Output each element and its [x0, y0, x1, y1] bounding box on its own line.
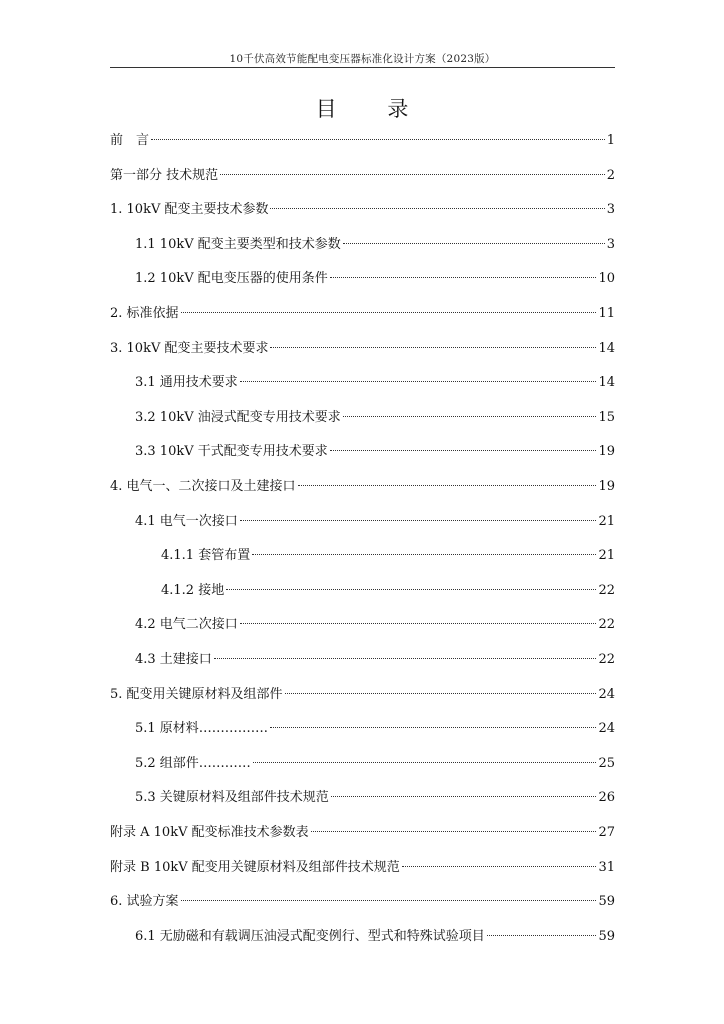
toc-entry[interactable]	[110, 614, 615, 636]
toc-entry-page-number: 24	[598, 686, 615, 702]
toc-entry[interactable]	[110, 268, 615, 290]
toc-entry-label: 3. 10kV 配变主要技术要求	[110, 340, 269, 356]
toc-entry-label: 附录 B 10kV 配变用关键原材料及组部件技术规范	[110, 859, 400, 875]
toc-entry-page-number: 14	[598, 340, 615, 356]
toc-dot-leader	[220, 174, 605, 175]
toc-entry-label: 4.3 土建接口	[135, 652, 212, 667]
toc-dot-leader	[270, 347, 596, 348]
toc-entry[interactable]	[110, 130, 615, 152]
toc-entry-label: 2. 标准依据	[110, 306, 179, 321]
toc-entry-label: 5.3 关键原材料及组部件技术规范	[135, 790, 329, 806]
toc-entry[interactable]	[110, 545, 615, 567]
toc-dot-leader	[402, 866, 597, 867]
toc-dot-leader	[285, 693, 597, 694]
toc-entry[interactable]	[110, 787, 615, 809]
toc-entry[interactable]	[110, 338, 615, 360]
toc-entry-label: 3.2 10kV 油浸式配变专用技术要求	[135, 409, 341, 425]
toc-entry-label: 5.1 原材料…………….	[135, 721, 268, 737]
toc-entry-label: 3.3 10kV 干式配变专用技术要求	[135, 444, 328, 460]
toc-entry-page-number: 1	[606, 133, 615, 148]
toc-entry-label: 6.1 无励磁和有载调压油浸式配变例行、型式和特殊试验项目	[135, 928, 485, 944]
toc-dot-leader	[343, 243, 605, 244]
toc-entry-page-number: 3	[606, 202, 615, 218]
toc-entry[interactable]	[110, 649, 615, 671]
toc-entry-page-number: 3	[606, 236, 615, 252]
toc-dot-leader	[330, 277, 597, 278]
toc-dot-leader	[253, 762, 597, 763]
toc-entry[interactable]	[110, 199, 615, 221]
toc-entry-label: 4. 电气一、二次接口及土建接口	[110, 479, 296, 494]
toc-entry[interactable]	[110, 684, 615, 706]
toc-dot-leader	[330, 450, 597, 451]
toc-entry-page-number: 22	[598, 652, 615, 667]
toc-entry-page-number: 14	[598, 375, 615, 391]
toc-dot-leader	[270, 208, 604, 209]
toc-dot-leader	[181, 900, 597, 901]
toc-dot-leader	[181, 312, 597, 313]
toc-dot-leader	[331, 796, 597, 797]
toc-entry-page-number: 19	[598, 479, 615, 494]
toc-entry-page-number: 59	[598, 928, 615, 944]
toc-entry-label: 5.2 组部件…………	[135, 755, 251, 771]
toc-entry-page-number: 22	[598, 582, 615, 598]
toc-entry-label: 第一部分 技术规范	[110, 167, 219, 183]
toc-dot-leader	[311, 831, 597, 832]
toc-entry[interactable]	[110, 891, 615, 913]
toc-entry-label: 1.1 10kV 配变主要类型和技术参数	[135, 236, 341, 252]
toc-entry[interactable]	[110, 372, 615, 394]
toc-entry[interactable]	[110, 303, 615, 325]
toc-entry-label: 5. 配变用关键原材料及组部件	[110, 686, 283, 702]
toc-entry[interactable]	[110, 441, 615, 463]
toc-entry-page-number: 15	[598, 409, 615, 425]
toc-dot-leader	[240, 381, 597, 382]
toc-entry-label: 6. 试验方案	[110, 894, 179, 910]
toc-entry-page-number: 10	[598, 271, 615, 287]
toc-entry-page-number: 25	[598, 755, 615, 771]
running-header: 10千伏高效节能配电变压器标准化设计方案（2023版）	[229, 53, 496, 65]
toc-dot-leader	[252, 554, 596, 555]
toc-dot-leader	[240, 520, 597, 521]
toc-entry-page-number: 26	[598, 790, 615, 806]
toc-entry[interactable]	[110, 476, 615, 498]
toc-entry-label: 附录 A 10kV 配变标准技术参数表	[110, 825, 309, 840]
toc-entry-label: 前 言	[110, 133, 150, 148]
toc-dot-leader	[214, 658, 597, 659]
toc-entry-page-number: 2	[606, 167, 615, 183]
toc-entry-page-number: 59	[598, 894, 615, 910]
toc-dot-leader	[226, 589, 596, 590]
toc-dot-leader	[151, 139, 605, 140]
toc-dot-leader	[240, 623, 597, 624]
toc-entry-page-number: 21	[598, 513, 615, 529]
toc-entry-label: 1. 10kV 配变主要技术参数	[110, 202, 269, 218]
toc-entry[interactable]	[110, 511, 615, 533]
toc-dot-leader	[270, 727, 597, 728]
toc-entry-page-number: 11	[598, 306, 615, 321]
toc-entry[interactable]	[110, 407, 615, 429]
toc-entry-label: 4.1.1 套管布置	[161, 548, 251, 564]
toc-entry-label: 4.1.2 接地	[161, 582, 225, 598]
toc-entry[interactable]	[110, 165, 615, 187]
toc-entry-label: 4.1 电气一次接口	[135, 513, 238, 529]
toc-entry[interactable]	[110, 234, 615, 256]
toc-entry[interactable]	[110, 857, 615, 879]
toc-entry-page-number: 19	[598, 444, 615, 460]
toc-entry-label: 3.1 通用技术要求	[135, 375, 238, 391]
toc-entry-page-number: 22	[598, 617, 615, 633]
toc-entry[interactable]	[110, 753, 615, 775]
toc-entry-page-number: 31	[598, 859, 615, 875]
toc-entry-page-number: 27	[598, 825, 615, 840]
toc-dot-leader	[343, 416, 597, 417]
toc-entry[interactable]	[110, 926, 615, 948]
toc-dot-leader	[298, 485, 597, 486]
toc-entry-label: 1.2 10kV 配电变压器的使用条件	[135, 271, 328, 287]
toc-entry[interactable]	[110, 580, 615, 602]
header-rule	[110, 67, 615, 68]
toc-entry-page-number: 21	[598, 548, 615, 564]
toc-dot-leader	[487, 935, 597, 936]
toc-entry-label: 4.2 电气二次接口	[135, 617, 238, 633]
toc-entry[interactable]	[110, 822, 615, 844]
page-title: 目 录	[315, 97, 431, 121]
toc-entry-page-number: 24	[598, 721, 615, 737]
toc-entry[interactable]	[110, 718, 615, 740]
